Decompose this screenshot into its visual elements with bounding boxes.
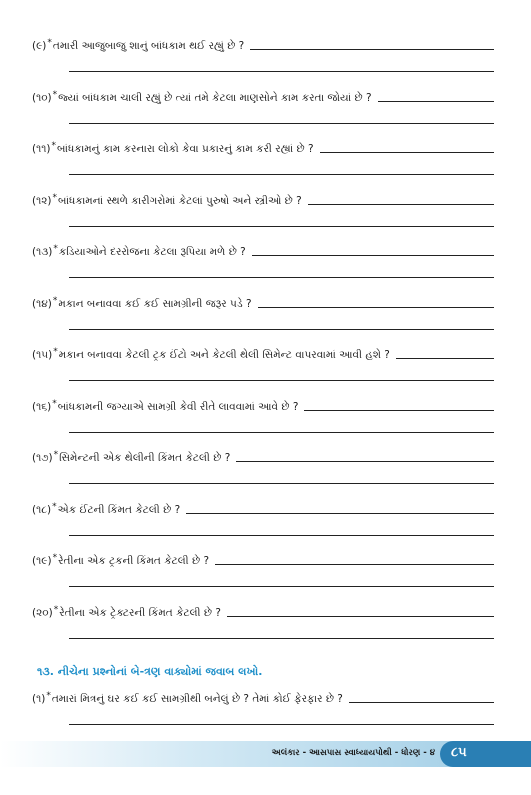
question-text: બાંધકામનું કામ કરનારા લોકો કેવા પ્રકારનું કામ કરી રહ્યાં છે ? [56, 143, 314, 155]
answer-line [69, 586, 494, 587]
question-item [32, 242, 494, 278]
star-mark: * [47, 38, 52, 48]
answer-line [304, 410, 494, 411]
answer-line [236, 461, 494, 462]
answer-line [69, 123, 494, 124]
question-number: (૧૪) [32, 297, 52, 310]
question-item [32, 88, 494, 124]
question-number: (૨૦) [32, 606, 53, 619]
question-text: મકાન બનાવવા કઈ કઈ સામગ્રીની જરૂર પડે ? [58, 297, 252, 310]
star-mark: * [53, 604, 59, 615]
star-mark: * [53, 450, 59, 460]
star-mark: * [52, 89, 58, 100]
question-item [32, 397, 494, 433]
answer-line [227, 616, 494, 617]
answer-line [186, 513, 494, 514]
answer-line [69, 724, 494, 725]
answer-line [250, 49, 494, 50]
answer-line [69, 535, 494, 536]
question-item [32, 191, 494, 227]
question-number: (૧૭) [32, 452, 53, 464]
answer-line [69, 71, 494, 72]
star-mark: * [52, 553, 58, 563]
answer-line [69, 329, 494, 330]
star-mark: * [52, 398, 57, 409]
question-text: એક ઈંટની કિંમત કેટલી છે ? [57, 503, 181, 516]
question-text: બાંધકામની જગ્યાએ સામગ્રી કેવી રીતે લાવવામાં આવે છે ? [57, 400, 299, 413]
question-number: (૯) [32, 40, 47, 52]
question-item [32, 345, 494, 381]
question-item [32, 448, 494, 484]
question-number: (૧૮) [32, 503, 52, 516]
question-number: (૧૦) [32, 91, 52, 104]
answer-line [69, 638, 494, 639]
question-number: (૧૨) [32, 194, 52, 207]
question-item [32, 139, 494, 175]
question-number: (૧૧) [32, 143, 51, 155]
question-item [32, 603, 494, 639]
answer-line [308, 204, 494, 205]
question-text: મકાન બનાવવા કેટલી ટ્રક ઈંટો અને કેટલી થેલી સિમેન્ટ વાપરવામાં આવી હશે ? [58, 349, 390, 361]
answer-line [252, 255, 494, 256]
answer-line [378, 101, 494, 102]
answer-line [396, 358, 494, 359]
footer-text: અલંકાર - આસપાસ સ્વાધ્યાયપોથી - ધોરણ - ૪ [271, 748, 435, 758]
answer-line [69, 174, 494, 175]
answer-line [69, 483, 494, 484]
question-number: (૧૬) [32, 400, 52, 413]
question-text: સિમેન્ટની એક થેલીની કિંમત કેટલી છે ? [59, 452, 231, 464]
answer-line [69, 277, 494, 278]
star-mark: * [52, 501, 57, 512]
question-number: (૧) [32, 693, 46, 705]
star-mark: * [46, 691, 51, 701]
star-mark: * [53, 347, 58, 357]
question-text: તમારી આજુબાજુ શાનું બાંધકામ થઈ રહ્યું છે ? [52, 40, 245, 52]
question-number: (૧૫) [32, 349, 53, 361]
question-text: જ્યાં બાંધકામ ચાલી રહ્યું છે ત્યાં તમે કેટલા માણસોને કામ કરતા જોયાં છે ? [58, 91, 372, 104]
question-number: (૧૯) [32, 555, 52, 567]
question-text: તમારાં મિત્રનું ઘર કઈ કઈ સામગ્રીથી બનેલું છે ? તેમાં કોઈ ફેરફાર છે ? [51, 693, 343, 705]
answer-line [69, 380, 494, 381]
question-text: કડિયાઓને દરરોજના કેટલા રૂપિયા મળે છે ? [58, 246, 246, 258]
star-mark: * [53, 244, 58, 254]
answer-line [215, 564, 494, 565]
section-heading: ૧૩. નીચેના પ્રશ્નોનાં બે-ત્રણ વાક્યોમાં જવાબ લખો. [37, 665, 263, 678]
question-item [32, 500, 494, 536]
question-item [32, 689, 494, 725]
question-text: બાંધકામનાં સ્થળે કારીગરોમાં કેટલાં પુરુષો અને સ્ત્રીઓ છે ? [58, 194, 302, 207]
page-number: ૮૫ [451, 745, 467, 760]
answer-line [320, 152, 494, 153]
question-item [32, 294, 494, 330]
question-item [32, 551, 494, 587]
answer-line [349, 702, 494, 703]
star-mark: * [52, 192, 58, 203]
question-number: (૧૩) [32, 246, 53, 258]
question-text: રેતીના એક ટ્રકની કિંમત કેટલી છે ? [58, 555, 210, 567]
answer-line [258, 307, 494, 308]
star-mark: * [51, 141, 56, 151]
question-item [32, 36, 494, 72]
star-mark: * [52, 295, 58, 306]
question-text: રેતીના એક ટ્રેક્ટરની કિંમત કેટલી છે ? [59, 606, 221, 619]
answer-line [69, 432, 494, 433]
answer-line [69, 226, 494, 227]
